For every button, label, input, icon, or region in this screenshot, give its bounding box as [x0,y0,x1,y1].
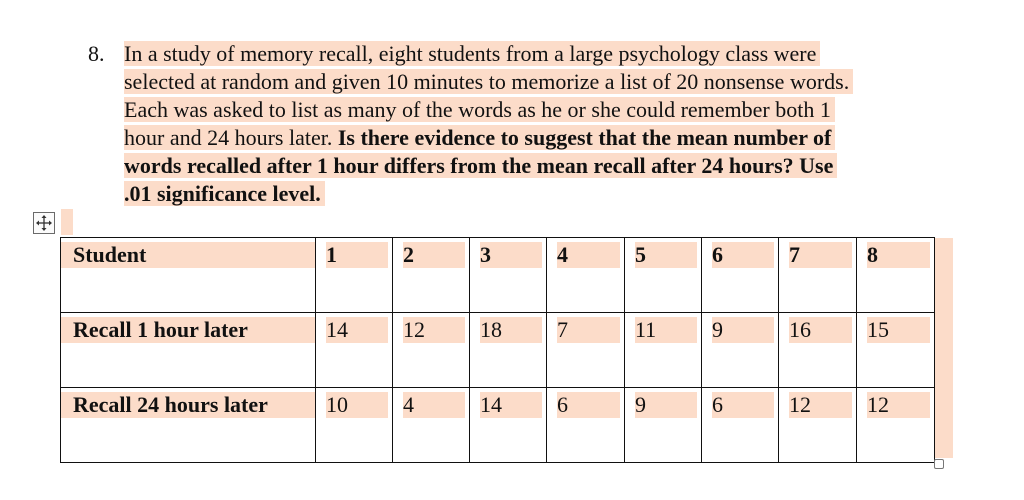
data-table [60,237,935,463]
column-header: 1 [326,242,388,268]
table-row [61,313,935,388]
table-cell[interactable] [779,388,857,463]
table-cell[interactable] [393,388,470,463]
cell-value: 7 [557,317,620,343]
table-cell[interactable] [779,313,857,388]
table-cell[interactable] [61,238,316,313]
column-header: 2 [403,242,465,268]
table-cell[interactable] [625,388,702,463]
question-line-bold: .01 significance level. [124,181,325,206]
table-cell[interactable] [702,313,779,388]
cell-value: 12 [867,392,930,418]
table-cell[interactable] [547,388,625,463]
table-cell[interactable] [61,388,316,463]
table-cell[interactable] [470,238,547,313]
table-cell[interactable] [470,388,547,463]
table-cell[interactable] [316,313,393,388]
cell-value: 6 [712,392,774,418]
table-row [61,388,935,463]
table-cell[interactable] [857,238,935,313]
table-cell[interactable] [702,238,779,313]
question-line: selected at random and given 10 minutes to memorize a list of 20 nonsense words. [124,69,853,94]
column-header: 8 [867,242,930,268]
cell-value: 9 [635,392,697,418]
cell-value: 14 [480,392,542,418]
table-cell[interactable] [393,238,470,313]
cell-value: 18 [480,317,542,343]
cell-value: 11 [635,317,697,343]
header-label: Student [61,242,315,268]
table-cell[interactable] [61,313,316,388]
column-header: 7 [789,242,852,268]
question-line: In a study of memory recall, eight students from a large psychology class were [124,41,820,66]
cell-value: 12 [403,317,465,343]
cell-value: 16 [789,317,852,343]
question-line-bold: words recalled after 1 hour differs from the mean recall after 24 hours? Use [124,153,837,178]
table-resize-handle-icon[interactable] [934,459,944,469]
question-line-bold: Is there evidence to suggest that the mean number of [337,125,832,150]
table-cell[interactable] [625,313,702,388]
row-label: Recall 1 hour later [61,317,315,343]
column-header: 4 [557,242,620,268]
cell-value: 9 [712,317,774,343]
table-cell[interactable] [547,238,625,313]
cell-value: 14 [326,317,388,343]
selection-highlight-marker [935,238,953,458]
question-line: Each was asked to list as many of the words as he or she could remember both 1 [124,97,835,122]
cell-value: 6 [557,392,620,418]
table-cell[interactable] [857,313,935,388]
question-text [124,40,853,208]
column-header: 6 [712,242,774,268]
question-line-regular: hour and 24 hours later. [124,125,338,150]
table-cell[interactable] [547,313,625,388]
table-cell[interactable] [316,238,393,313]
table-cell[interactable] [316,388,393,463]
table-cell[interactable] [857,388,935,463]
column-header: 5 [635,242,697,268]
table-cell[interactable] [393,313,470,388]
column-header: 3 [480,242,542,268]
table-header-row [61,238,935,313]
cell-value: 10 [326,392,388,418]
table-move-handle-icon[interactable] [33,212,55,234]
table-cell[interactable] [470,313,547,388]
table-cell[interactable] [779,238,857,313]
selection-highlight-marker [61,209,73,235]
row-label: Recall 24 hours later [61,392,315,418]
table-cell[interactable] [625,238,702,313]
table-cell[interactable] [702,388,779,463]
cell-value: 12 [789,392,852,418]
question-number: 8. [88,41,105,66]
cell-value: 15 [867,317,930,343]
cell-value: 4 [403,392,465,418]
